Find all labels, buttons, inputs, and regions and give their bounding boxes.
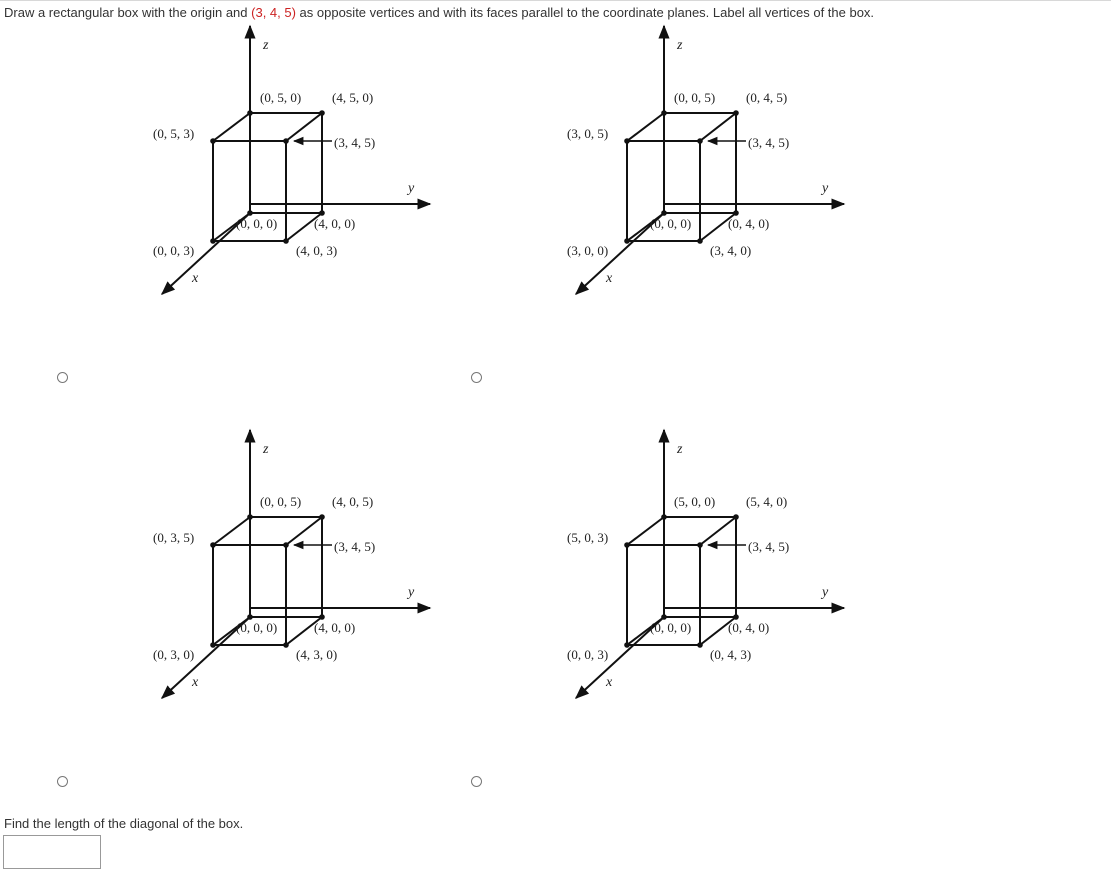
vertex-origin	[661, 614, 667, 620]
vertex-top-right-back	[733, 110, 739, 116]
vertex-label-bottom-front: (0, 3, 0)	[153, 647, 195, 662]
vertex-label-top-back: (5, 0, 0)	[674, 494, 716, 509]
vertex-label-top-right-back: (4, 5, 0)	[332, 90, 374, 105]
question-text	[4, 5, 874, 20]
vertex-top-back	[661, 514, 667, 520]
choice-1-radio[interactable]	[57, 372, 68, 383]
z-axis-label: z	[263, 38, 269, 53]
vertex-top-right-back	[319, 110, 325, 116]
vertex-bottom-front	[624, 238, 630, 244]
vertex-label-bottom-right-front: (4, 3, 0)	[296, 647, 338, 662]
vertex-label-bottom-right-back: (4, 0, 0)	[314, 620, 356, 635]
vertex-top-right-front	[283, 138, 289, 144]
vertex-label-top-right-front: (3, 4, 5)	[748, 539, 790, 554]
vertex-origin	[247, 210, 253, 216]
x-axis-label: x	[606, 675, 613, 690]
vertex-top-right-back	[319, 514, 325, 520]
choice-4-diagram	[554, 424, 854, 724]
vertex-bottom-front	[210, 238, 216, 244]
vertex-label-bottom-front: (3, 0, 0)	[567, 243, 609, 258]
choice-2-radio[interactable]	[471, 372, 482, 383]
vertex-bottom-right-front	[283, 642, 289, 648]
vertex-bottom-right-back	[319, 614, 325, 620]
choice-3-radio[interactable]	[57, 776, 68, 787]
vertex-label-bottom-right-back: (4, 0, 0)	[314, 216, 356, 231]
vertex-top-right-front	[697, 542, 703, 548]
vertex-top-back	[247, 514, 253, 520]
z-axis-label: z	[263, 442, 269, 457]
vertex-label-top-back: (0, 0, 5)	[260, 494, 302, 509]
vertex-label-top-right-front: (3, 4, 5)	[748, 135, 790, 150]
vertex-label-bottom-right-front: (4, 0, 3)	[296, 243, 338, 258]
vertex-origin	[661, 210, 667, 216]
vertex-bottom-right-back	[733, 210, 739, 216]
question-point: (3, 4, 5)	[251, 5, 296, 20]
vertex-bottom-right-back	[733, 614, 739, 620]
top-rule	[0, 0, 1111, 1]
vertex-top-right-back	[733, 514, 739, 520]
vertex-label-top-right-front: (3, 4, 5)	[334, 135, 376, 150]
x-axis-label: x	[192, 675, 199, 690]
vertex-label-top-back: (0, 0, 5)	[674, 90, 716, 105]
vertex-top-right-front	[283, 542, 289, 548]
choice-2-diagram	[554, 20, 854, 320]
vertex-top-back	[661, 110, 667, 116]
y-axis-label: y	[822, 181, 829, 196]
vertex-bottom-right-front	[697, 238, 703, 244]
choice-4-radio[interactable]	[471, 776, 482, 787]
vertex-bottom-front	[624, 642, 630, 648]
box-edge	[286, 517, 322, 545]
vertex-origin	[247, 614, 253, 620]
vertex-top-back	[247, 110, 253, 116]
box-edge	[700, 517, 736, 545]
vertex-label-top-front: (5, 0, 3)	[567, 530, 609, 545]
diagonal-answer-input[interactable]	[3, 835, 101, 869]
box-edge	[627, 113, 664, 141]
vertex-top-front	[624, 138, 630, 144]
vertex-bottom-right-front	[283, 238, 289, 244]
vertex-label-top-right-back: (0, 4, 5)	[746, 90, 788, 105]
vertex-label-origin: (0, 0, 0)	[236, 216, 278, 231]
diagonal-prompt: Find the length of the diagonal of the box.	[4, 816, 244, 831]
vertex-bottom-right-front	[697, 642, 703, 648]
box-edge	[213, 113, 250, 141]
y-axis-label: y	[822, 585, 829, 600]
vertex-label-top-front: (3, 0, 5)	[567, 126, 609, 141]
vertex-label-bottom-right-front: (3, 4, 0)	[710, 243, 752, 258]
vertex-top-front	[210, 542, 216, 548]
vertex-top-front	[210, 138, 216, 144]
vertex-label-top-right-front: (3, 4, 5)	[334, 539, 376, 554]
vertex-label-bottom-right-back: (0, 4, 0)	[728, 216, 770, 231]
vertex-label-bottom-right-front: (0, 4, 3)	[710, 647, 752, 662]
vertex-label-origin: (0, 0, 0)	[650, 620, 692, 635]
y-axis-label: y	[408, 585, 415, 600]
box-edge	[700, 113, 736, 141]
vertex-top-right-front	[697, 138, 703, 144]
question-prefix: Draw a rectangular box with the origin and	[4, 5, 252, 20]
vertex-label-bottom-front: (0, 0, 3)	[153, 243, 195, 258]
vertex-label-top-right-back: (4, 0, 5)	[332, 494, 374, 509]
vertex-label-top-right-back: (5, 4, 0)	[746, 494, 788, 509]
vertex-bottom-front	[210, 642, 216, 648]
box-edge	[627, 517, 664, 545]
box-edge	[213, 517, 250, 545]
x-axis-label: x	[606, 271, 613, 286]
box-edge	[286, 113, 322, 141]
vertex-label-top-front: (0, 3, 5)	[153, 530, 195, 545]
vertex-label-origin: (0, 0, 0)	[650, 216, 692, 231]
vertex-label-origin: (0, 0, 0)	[236, 620, 278, 635]
question-suffix: as opposite vertices and with its faces parallel to the coordinate planes. Label all vertices of the box.	[295, 5, 875, 20]
vertex-label-bottom-right-back: (0, 4, 0)	[728, 620, 770, 635]
vertex-bottom-right-back	[319, 210, 325, 216]
vertex-label-top-back: (0, 5, 0)	[260, 90, 302, 105]
vertex-top-front	[624, 542, 630, 548]
z-axis-label: z	[677, 38, 683, 53]
x-axis-label: x	[192, 271, 199, 286]
y-axis-label: y	[408, 181, 415, 196]
choice-3-diagram	[140, 424, 440, 724]
vertex-label-bottom-front: (0, 0, 3)	[567, 647, 609, 662]
z-axis-label: z	[677, 442, 683, 457]
vertex-label-top-front: (0, 5, 3)	[153, 126, 195, 141]
choice-1-diagram	[140, 20, 440, 320]
